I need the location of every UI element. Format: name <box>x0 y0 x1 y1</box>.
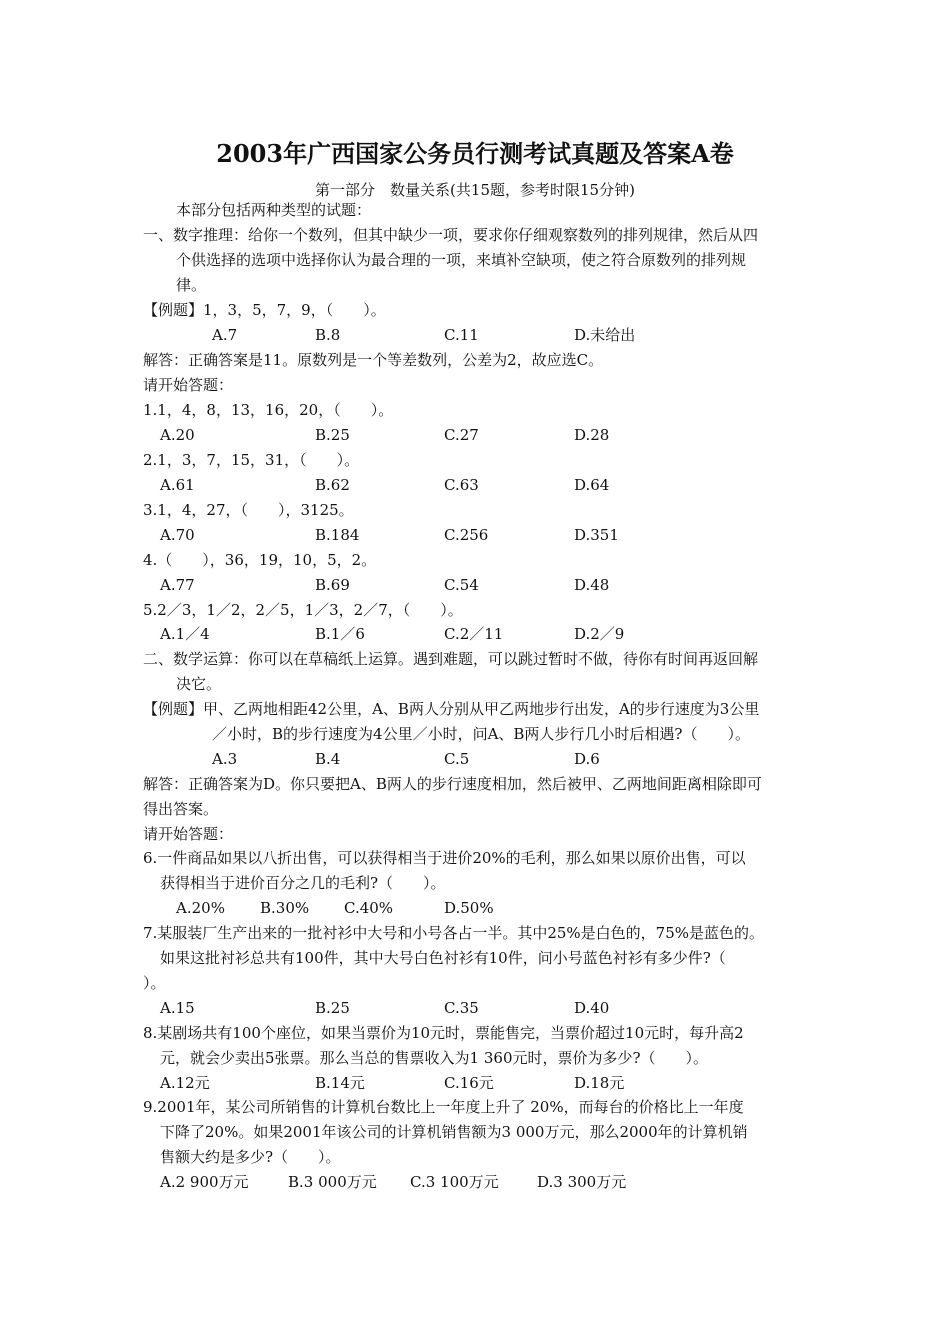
example-question: 【例题】1，3，5，7，9，（ ）。 <box>143 301 386 319</box>
option-c: C.40% <box>344 899 394 917</box>
example-option: C.5 <box>444 750 470 768</box>
section1-line: 律。 <box>176 276 207 294</box>
page-title: 2003年广西国家公务员行测考试真题及答案A卷 <box>216 139 734 168</box>
option-d: D.18元 <box>574 1074 625 1092</box>
option-a: A.61 <box>160 476 195 494</box>
example-option: C.11 <box>444 326 479 344</box>
option-c: C.35 <box>444 999 479 1017</box>
option-d: D.2／9 <box>574 625 625 643</box>
question-text: 售额大约是多少?（ ）。 <box>160 1148 341 1166</box>
option-d: D.28 <box>574 426 610 444</box>
question-text: 如果这批衬衫总共有100件，其中大号白色衬衫有10件，问小号蓝色衬衫有多少件?（ <box>160 949 726 967</box>
option-c: C.27 <box>444 426 479 444</box>
question-text: 6.一件商品如果以八折出售，可以获得相当于进价20%的毛利，那么如果以原价出售，可以 <box>143 849 746 867</box>
question-text: 7.某服装厂生产出来的一批衬衫中大号和小号各占一半。其中25%是白色的，75%是蓝色的。 <box>143 924 764 942</box>
option-b: B.25 <box>315 999 350 1017</box>
question-text: 4.（ ），36，19，10，5，2。 <box>143 551 377 569</box>
option-c: C.63 <box>444 476 479 494</box>
start-prompt: 请开始答题： <box>143 825 234 843</box>
question-text: 5.2／3，1／2，2／5，1／3，2／7，（ ）。 <box>143 601 463 619</box>
question-text: 3.1，4，27，（ ），3125。 <box>143 501 354 519</box>
option-c: C.54 <box>444 576 479 594</box>
option-a: A.20% <box>176 899 225 917</box>
option-b: B.3 000万元 <box>288 1173 377 1191</box>
question-text: 8.某剧场共有100个座位，如果当票价为10元时，票能售完，当票价超过10元时，每升高2 <box>143 1024 744 1042</box>
option-d: D.64 <box>574 476 610 494</box>
example-option: D.未给出 <box>574 326 636 344</box>
example-question: ／小时，B的步行速度为4公里／小时，问A、B两人步行几小时后相遇?（ ）。 <box>212 725 750 743</box>
example-option: A.7 <box>212 326 238 344</box>
intro-text: 本部分包括两种类型的试题： <box>176 201 372 219</box>
option-b: B.62 <box>315 476 350 494</box>
section1-line: 个供选择的选项中选择你认为最合理的一项，来填补空缺项，使之符合原数列的排列规 <box>176 251 747 269</box>
question-text: 9.2001年，某公司所销售的计算机台数比上一年度上升了 20%，而每台的价格比上一年度 <box>143 1098 744 1116</box>
example-option: A.3 <box>212 750 238 768</box>
option-b: B.30% <box>260 899 310 917</box>
question-text: 获得相当于进价百分之几的毛利?（ ）。 <box>160 874 446 892</box>
option-b: B.1／6 <box>315 625 365 643</box>
example-answer: 解答：正确答案为D。你只要把A、B两人的步行速度相加，然后被甲、乙两地间距离相除即可 <box>143 775 762 793</box>
option-a: A.15 <box>160 999 195 1017</box>
example-answer: 解答：正确答案是11。原数列是一个等差数列，公差为2，故应选C。 <box>143 351 604 369</box>
option-a: A.20 <box>160 426 195 444</box>
option-d: D.40 <box>574 999 610 1017</box>
example-option: D.6 <box>574 750 600 768</box>
question-text: ）。 <box>143 974 166 992</box>
option-a: A.2 900万元 <box>160 1173 249 1191</box>
option-d: D.50% <box>444 899 494 917</box>
option-c: C.16元 <box>444 1074 494 1092</box>
section2-line: 二、数学运算：你可以在草稿纸上运算。遇到难题，可以跳过暂时不做，待你有时间再返回解 <box>143 650 759 668</box>
example-option: B.4 <box>315 750 341 768</box>
option-c: C.3 100万元 <box>410 1173 499 1191</box>
option-a: A.12元 <box>160 1074 210 1092</box>
option-b: B.184 <box>315 526 360 544</box>
example-answer: 得出答案。 <box>143 800 219 818</box>
question-text: 2.1，3，7，15，31，（ ）。 <box>143 451 360 469</box>
option-b: B.69 <box>315 576 350 594</box>
option-c: C.2／11 <box>444 625 504 643</box>
option-c: C.256 <box>444 526 489 544</box>
example-option: B.8 <box>315 326 341 344</box>
question-text: 元，就会少卖出5张票。那么当总的售票收入为1 360元时，票价为多少?（ ）。 <box>160 1049 709 1067</box>
question-text: 下降了20%。如果2001年该公司的计算机销售额为3 000万元，那么2000年的计算机销 <box>160 1123 748 1141</box>
example-question: 【例题】甲、乙两地相距42公里，A、B两人分别从甲乙两地步行出发，A的步行速度为3公里 <box>143 700 760 718</box>
option-a: A.77 <box>160 576 195 594</box>
section2-line: 决它。 <box>176 675 222 693</box>
section1-line: 一、数字推理：给你一个数列，但其中缺少一项，要求你仔细观察数列的排列规律，然后从四 <box>143 226 759 244</box>
section-subtitle: 第一部分 数量关系(共15题，参考时限15分钟) <box>315 181 635 199</box>
option-b: B.25 <box>315 426 350 444</box>
option-b: B.14元 <box>315 1074 365 1092</box>
option-a: A.1／4 <box>160 625 210 643</box>
option-d: D.3 300万元 <box>537 1173 627 1191</box>
option-d: D.48 <box>574 576 610 594</box>
option-d: D.351 <box>574 526 619 544</box>
option-a: A.70 <box>160 526 195 544</box>
question-text: 1.1，4，8，13，16，20，（ ）。 <box>143 401 394 419</box>
start-prompt: 请开始答题： <box>143 376 234 394</box>
